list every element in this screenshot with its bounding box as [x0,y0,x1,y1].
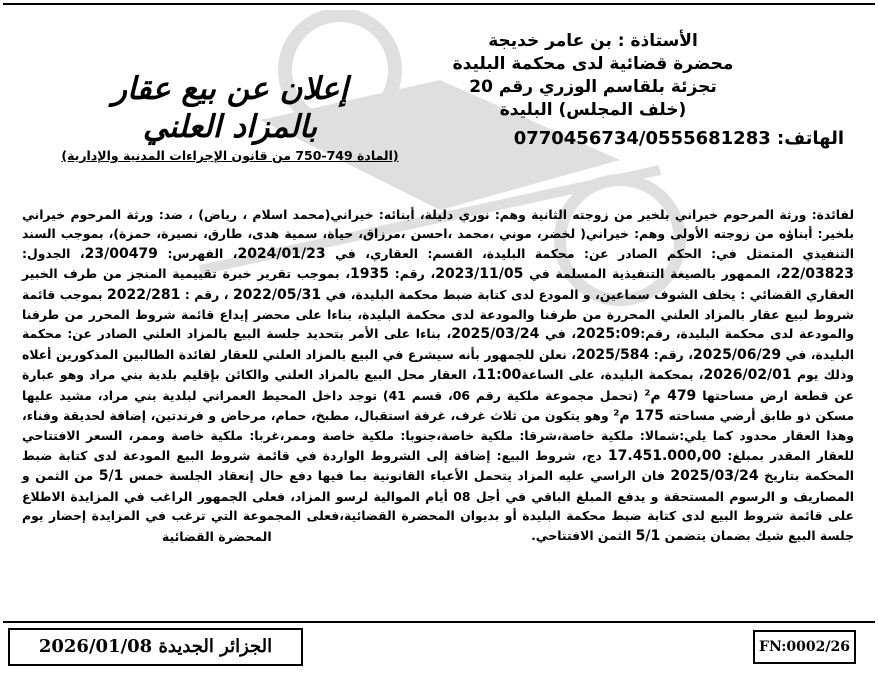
bottom-rule [3,621,875,623]
body-text: ، بموجب تقرير خبرة تقييمية المنجز من طرف الخبير العقاري القضائي : يخلف الشوف سماعين، و المودع لدى كتابة ضبط محكمة البليدة، في [22,266,854,302]
cheque-fraction: 5/1 [635,527,661,544]
body-text: ، الفهرس: [157,245,238,261]
body-text: ، نعلن للجمهور بأنه سيشرع في البيع بالمزاد العلني للعقار لفائدة الطالبين المذكورين أعلاه وذلك يوم [22,346,855,383]
lawyer-name: الأستاذة : بن عامر خديجة [488,31,698,51]
body-text: وهو يتكون من ثلاث غرف، غرفة استقبال، مطبخ، حمام، مرحاض و فرندتين، إضافة لحديقة وفناء، وهذا العقار محدود كما يلي:شمالا: ملكية خاصة،شرقا: ملكية خاصة،جنوبا: ملكية خاصة وممر،غربا: ملكية خاصة وممر، السعر الافتتاحي للعقار المقدر بمبلغ: [22,408,854,463]
deposit-fraction: 5/1 [98,468,124,485]
title-line2: بالمزاد العلني [142,109,318,145]
house-area: 175 م² [613,408,665,425]
body-text: ، الجدول: [22,245,85,261]
signature: المحضرة القضائية [162,528,272,544]
body-text: دج، شروط البيع: إضافة إلى الشروط الواردة في قائمة شروط البيع المودعة لدى كتابة ضبط المحكمة بتاريخ [22,447,854,484]
phone-label: الهاتف: [777,128,844,149]
expertise-date: 2022/05/31 [232,286,322,303]
deposit-number: 2025:09 [576,326,641,343]
bailiff-header [428,30,844,150]
opening-price: 17.451.000,00 [607,447,722,464]
announcement-body [22,205,854,546]
publication-date: 2026/01/08 [38,636,153,657]
body-text: ، رقم: [389,266,436,282]
phone-line [444,127,844,150]
body-text: لفائدة: ورثة المرحوم خيراني بلخير من زوجته الثانية وهم: نوري دليلة، أبنائه: خيراني(محمد اسلام ، رياض) ، ضد: ورثة المرحوم خيراني بلخير: أبناؤه من زوجته الأولى وهم: خيراني( لخضر، موني ،محمد ،احسن ،مرزاق، حياة، سمية هدى، طارق، نصيرة، حمزة)، بموجب السند التنفيذي المتمثل في: الحكم الصادر عن: محكمة البليدة، القسم: العقاري، في [22,207,854,261]
body-text: ، العقار محل البيع بالمزاد العلني والكائن بإقليم بلدية بني مراد وهو عبارة عن قطعة ارض مساحتها [22,367,854,403]
phone-number: 0770456734/0555681283 [513,128,771,149]
table-number: 22/03823 [780,266,855,283]
body-text: الثمن الافتتاحي. [531,527,636,543]
index-number: 23/00479 [84,245,158,262]
body-text: ، الممهور بالصيغة التنفيذية المسلمة في [523,266,781,282]
body-text: ، رقم: [649,346,693,362]
body-text: ، بمحكمة البليدة، على الساعة [521,367,704,383]
address-line1: تجزئة بلقاسم الوزري رقم 20 [469,77,717,97]
body-text: ، في [539,326,577,342]
top-rule [3,3,875,5]
order-number: 2025/584 [575,346,650,363]
enforcement-number: 1935 [350,266,390,283]
order-date: 2025/06/29 [692,346,782,363]
judgment-date: 2024/01/23 [237,245,326,262]
deposit-date: 2025/03/24 [451,326,540,343]
law-reference: (المادة 749-750 من قانون الإجراءات المدنية والإدارية) [61,148,399,163]
newspaper-name: الجزائر الجديدة [158,636,273,657]
body-text: بموجب قائمة شروط لبيع عقار بالمزاد العلني المحررة من طرفنا والمودعة لدى محكمة البليدة، بناءا على محضر إيداع قائمة شروط المحرر من طرفنا والمودعة لدى محكمة البليدة، رقم: [22,286,855,342]
body-text: ، بناءا على الأمر بتحديد جلسة البيع بالمزاد العلني الصادر عن: محكمة البليدة، في [22,326,854,362]
land-area: 479 م² [644,387,697,404]
auction-hour: 11:00 [476,367,522,384]
announcement-title [40,70,420,163]
body-text: (تحمل مجموعة ملكية رقم 06، قسم 41) توجد داخل المحيط العمراني لبلدية بني مراد، مشيد عليها مسكن ذو طابق أرضي مساحته [22,387,855,424]
newspaper-box [8,628,303,666]
enforcement-date: 2023/11/05 [435,266,524,283]
conditions-date: 2025/03/24 [670,468,759,485]
body-text: من الثمن و المصاريف و الرسوم المستحقة و يدفع المبلغ الباقي في أجل 08 أيام الموالية لرسو المزاد، فعلى الجمهور الراغب في المزايدة الاطلاع على قائمة شروط البيع لدى كتابة ضبط محكمة البليدة أو بديوان المحضرة القضائية،فعلى المجموعة التي ترغب في المزايدة إحضار يوم جلسة البيع شيك بضمان يتضمن [22,468,854,543]
expertise-number: 2022/281 [107,286,181,303]
body-text: ، رقم : [180,286,233,302]
body-text: فان الراسي عليه المزاد يتحمل الأعباء القانونية بما فيها دفع حال إنعقاد الجلسة خمس [123,468,671,484]
file-number: FN:0002/26 [759,639,850,655]
office-title: محضرة قضائية لدى محكمة البليدة [452,54,734,74]
title-line1: إعلان عن بيع عقار [112,71,348,107]
file-number-box [753,630,856,664]
address-line2: (خلف المجلس) البليدة [499,100,687,120]
auction-date: 2026/02/01 [703,367,792,384]
